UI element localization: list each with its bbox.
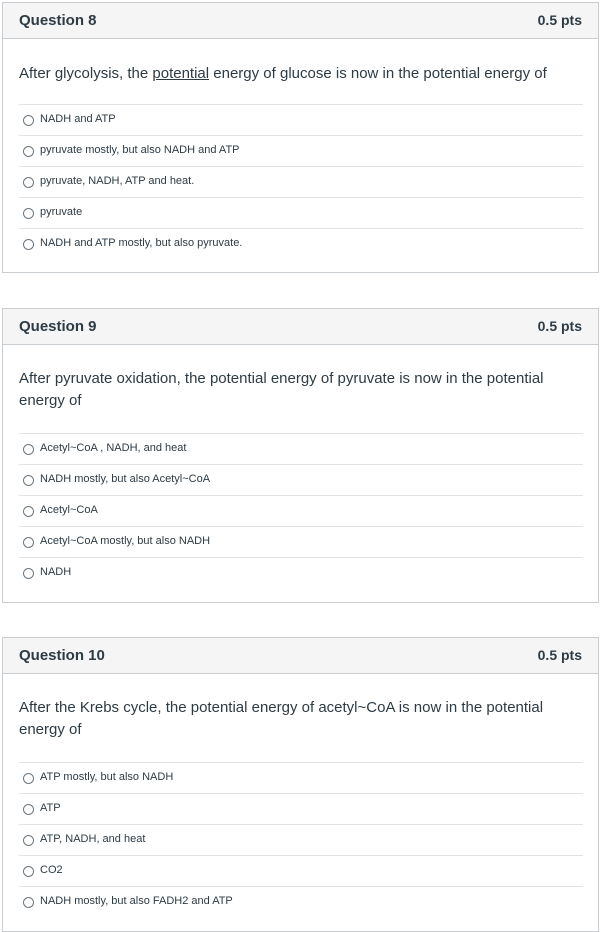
question-text: After pyruvate oxidation, the potential energy of pyruvate is now in the potential energy of [19,370,544,409]
answer-list [19,104,583,259]
answer-option[interactable] [19,433,583,464]
radio-button[interactable] [23,115,34,126]
answer-option[interactable] [19,855,583,886]
question-10 [2,637,599,932]
question-title: Question 8 [19,12,97,29]
answer-label: NADH mostly, but also Acetyl~CoA [40,473,211,485]
answer-label: NADH and ATP mostly, but also pyruvate. [40,237,243,249]
answer-label: Acetyl~CoA mostly, but also NADH [40,535,211,547]
answer-label: NADH mostly, but also FADH2 and ATP [40,895,233,907]
answer-label: Acetyl~CoA , NADH, and heat [40,442,187,454]
answer-option[interactable] [19,824,583,855]
answer-label: ATP, NADH, and heat [40,833,146,845]
answer-option[interactable] [19,104,583,135]
answer-label: pyruvate, NADH, ATP and heat. [40,175,195,187]
question-text: After the Krebs cycle, the potential energy of acetyl~CoA is now in the potential energy of [19,699,544,738]
radio-button[interactable] [23,177,34,188]
question-points: 0.5 pts [537,318,582,334]
question-text-part: energy of glucose is now in the potential energy of [209,65,547,82]
answer-option[interactable] [19,166,583,197]
radio-button[interactable] [23,835,34,846]
answer-label: Acetyl~CoA [40,504,98,516]
radio-button[interactable] [23,866,34,877]
question-text-underlined: potential [152,65,210,82]
radio-button[interactable] [23,537,34,548]
answer-option[interactable] [19,495,583,526]
question-text-part: After glycolysis, the [19,65,153,82]
answer-label: pyruvate mostly, but also NADH and ATP [40,144,240,156]
answer-option[interactable] [19,228,583,259]
radio-button[interactable] [23,146,34,157]
question-9 [2,308,599,603]
radio-button[interactable] [23,804,34,815]
answer-list [19,762,583,917]
answer-option[interactable] [19,886,583,917]
answer-label: pyruvate [40,206,83,218]
answer-label: ATP mostly, but also NADH [40,771,174,783]
answer-label: ATP [40,802,61,814]
question-8 [2,2,599,273]
radio-button[interactable] [23,897,34,908]
question-header [3,309,598,345]
radio-button[interactable] [23,506,34,517]
answer-option[interactable] [19,197,583,228]
radio-button[interactable] [23,208,34,219]
answer-option[interactable] [19,526,583,557]
question-title: Question 9 [19,318,97,335]
answer-option[interactable] [19,135,583,166]
answer-list [19,433,583,588]
answer-option[interactable] [19,793,583,824]
radio-button[interactable] [23,773,34,784]
question-text [19,63,558,85]
answer-label: NADH and ATP [40,113,116,125]
question-header [3,3,598,39]
question-header [3,638,598,674]
radio-button[interactable] [23,444,34,455]
question-title: Question 10 [19,647,105,664]
radio-button[interactable] [23,239,34,250]
radio-button[interactable] [23,475,34,486]
radio-button[interactable] [23,568,34,579]
answer-option[interactable] [19,762,583,793]
answer-option[interactable] [19,557,583,588]
answer-option[interactable] [19,464,583,495]
question-points: 0.5 pts [537,647,582,663]
question-points: 0.5 pts [537,12,582,28]
answer-label: NADH [40,566,72,578]
answer-label: CO2 [40,864,63,876]
